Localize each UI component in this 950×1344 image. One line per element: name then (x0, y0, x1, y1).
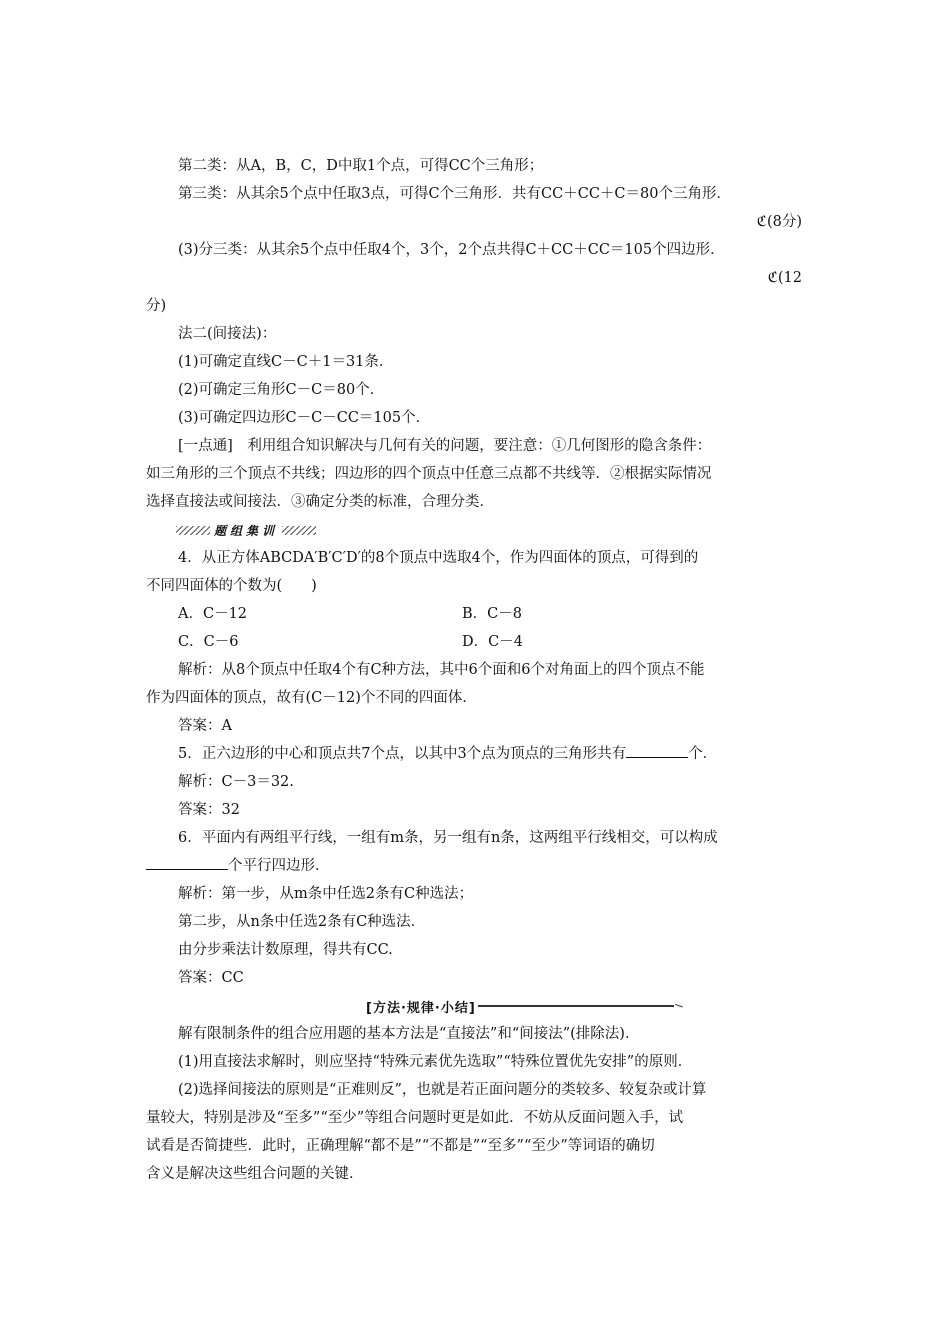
analysis-line: 解析：从8个顶点中任取4个有C种方法，其中6个面和6个对角面上的四个顶点不能 (178, 662, 705, 678)
tip-line: 选择直接法或间接法．③确定分类的标准，合理分类． (146, 494, 494, 510)
tip-line: [一点通] 利用组合知识解决与几何有关的问题，要注意：①几何图形的隐含条件： (178, 438, 712, 454)
analysis-line: 第二步，从n条中任选2条有C种选法． (178, 914, 426, 930)
option-a: A．C－12 (178, 606, 248, 622)
summary-banner (146, 992, 808, 1020)
option-c: C．C－6 (178, 634, 239, 650)
answer-line: 答案：32 (178, 802, 240, 818)
text-line: (3)分三类：从其余5个点中任取4个，3个，2个点共得C＋CC＋CC＝105个四边形． (178, 242, 725, 258)
answer-line: 答案：A (178, 718, 232, 734)
question-stem (146, 740, 808, 768)
stem-text: 5．正六边形的中心和顶点共7个点，以其中3个点为顶点的三角形共有 (178, 746, 627, 762)
score-mark: ℭ(12 (767, 270, 802, 286)
options-row (146, 600, 808, 628)
score-mark: ℭ(8分) (756, 214, 802, 230)
question-stem (146, 852, 808, 880)
question-stem: 不同四面体的个数为( ) (146, 578, 317, 594)
text-line: 法二(间接法)： (178, 326, 277, 342)
options-row (146, 628, 808, 656)
document-page (146, 152, 808, 1188)
answer-line: 答案：CC (178, 970, 244, 986)
stem-text: 个平行四边形． (228, 858, 330, 874)
option-b: B．C－8 (462, 606, 522, 622)
hatch-decoration (282, 526, 316, 535)
summary-line: 量较大，特别是涉及“至多”“至少”等组合问题时更是如此．不妨从反面问题入手，试 (146, 1110, 684, 1126)
summary-rule (478, 1005, 674, 1007)
summary-line: (1)用直接法求解时，则应坚持“特殊元素优先选取”“特殊位置优先安排”的原则． (178, 1054, 693, 1070)
text-line: 分) (146, 298, 167, 314)
summary-line: 含义是解决这些组合问题的关键． (146, 1166, 364, 1182)
text-line: 第二类：从A，B，C，D中取1个点，可得CC个三角形； (178, 158, 544, 174)
summary-line: 试看是否简捷些．此时，正确理解“都不是”“不都是”“至多”“至少”等词语的确切 (146, 1138, 655, 1154)
answer-blank (146, 853, 228, 870)
question-stem: 6．平面内有两组平行线，一组有m条，另一组有n条，这两组平行线相交，可以构成 (178, 830, 718, 846)
tip-line: 如三角形的三个顶点不共线；四边形的四个顶点中任意三点都不共线等．②根据实际情况 (146, 466, 712, 482)
summary-line: (2)选择间接法的原则是“正难则反”，也就是若正面问题分的类较多、较复杂或计算 (178, 1082, 707, 1098)
question-stem: 4．从正方体ABCDA′B′C′D′的8个顶点中选取4个，作为四面体的顶点，可得到的 (178, 550, 699, 566)
analysis-line: 解析：第一步，从m条中任选2条有C种选法； (178, 886, 474, 902)
text-line: (3)可确定四边形C－C－CC＝105个． (178, 410, 431, 426)
summary-line: 解有限制条件的组合应用题的基本方法是“直接法”和“间接法”(排除法)． (178, 1026, 640, 1042)
answer-blank (626, 741, 688, 758)
section-banner (146, 516, 808, 544)
analysis-line: 作为四面体的顶点，故有(C－12)个不同的四面体． (146, 690, 477, 706)
banner-title: 题组集训 (214, 523, 279, 538)
analysis-line: 由分步乘法计数原理，得共有CC. (178, 942, 393, 958)
analysis-line: 解析：C－3＝32. (178, 774, 294, 790)
text-line: (1)可确定直线C－C＋1＝31条． (178, 354, 394, 370)
hatch-decoration (176, 526, 210, 535)
option-d: D．C－4 (462, 634, 523, 650)
stem-text: 个． (688, 746, 718, 762)
summary-title: [方法·规律·小结] (366, 1000, 476, 1016)
text-line: (2)可确定三角形C－C＝80个． (178, 382, 385, 398)
text-line: 第三类：从其余5个点中任取3点，可得C个三角形．共有CC＋CC＋C＝80个三角形． (178, 186, 731, 202)
